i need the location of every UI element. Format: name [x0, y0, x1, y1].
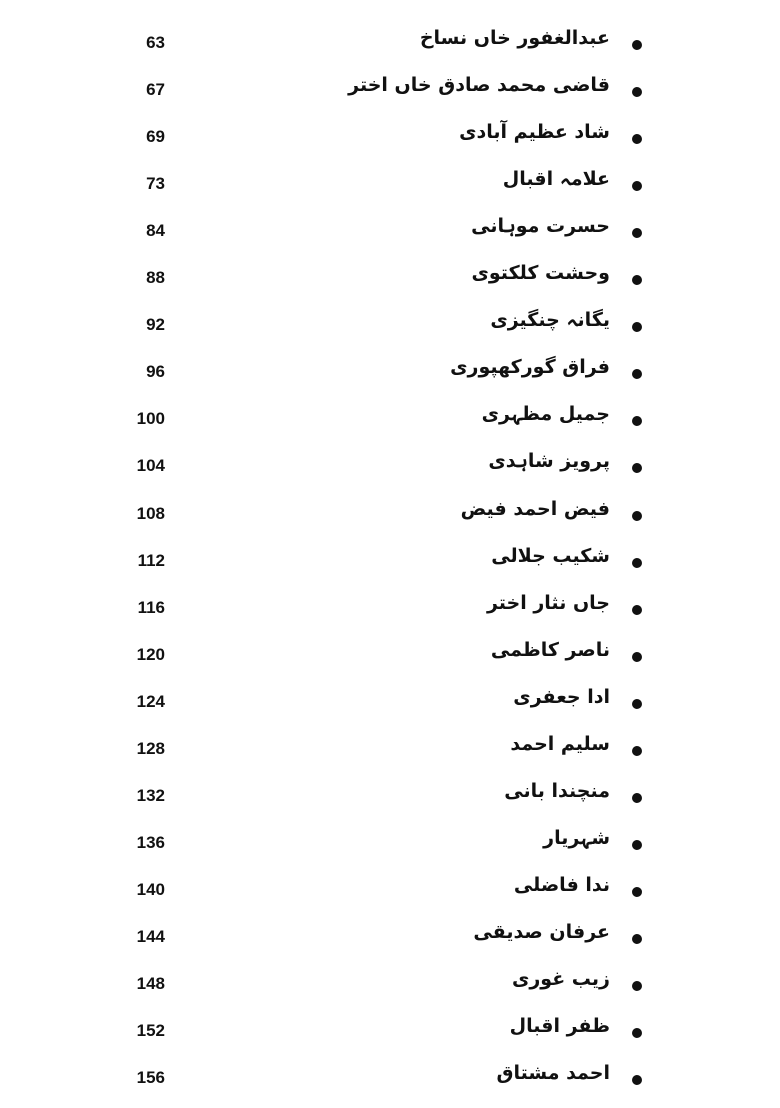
page-number: 96: [146, 362, 165, 382]
poet-name: ادا جعفری: [513, 685, 610, 708]
poet-name: عبدالغفور خاں نساخ: [419, 27, 610, 49]
page-number: 120: [136, 644, 165, 664]
page-number: 73: [146, 174, 165, 194]
poet-name: زیب غوری: [511, 968, 610, 990]
toc-entry: [0, 307, 780, 347]
toc-entry: [0, 778, 780, 818]
page-number: 156: [136, 1068, 165, 1088]
toc-entry: [0, 684, 780, 724]
page-number: 116: [137, 597, 165, 617]
toc-entry: [0, 354, 780, 394]
poet-name: ظفر اقبال: [509, 1015, 610, 1038]
bullet-icon: [632, 275, 642, 285]
toc-entry: [0, 966, 780, 1006]
page-number: 124: [136, 691, 165, 711]
poet-name: ناصر کاظمی: [490, 638, 610, 661]
toc-entry: [0, 401, 780, 441]
poet-name: علامہ اقبال: [502, 168, 610, 191]
page-number: 152: [136, 1021, 165, 1041]
bullet-icon: [632, 40, 642, 50]
poet-name: ندا فاضلی: [513, 873, 610, 896]
poet-name: شکیب جلالی: [491, 544, 610, 567]
bullet-icon: [632, 934, 642, 944]
poet-name: شاد عظیم آبادی: [459, 121, 610, 144]
page-number: 148: [136, 974, 165, 993]
poet-name: سلیم احمد: [510, 732, 610, 755]
page-number: 69: [146, 127, 165, 147]
toc-entry: [0, 1013, 780, 1053]
toc-entry: [0, 731, 780, 771]
poet-name: عرفان صدیقی: [473, 920, 610, 943]
bullet-icon: [632, 1028, 642, 1038]
poet-name: حسرت موہانی: [471, 215, 610, 238]
poet-name: جاں نثار اختر: [486, 591, 610, 614]
poet-name: وحشت کلکتوی: [471, 262, 610, 285]
bullet-icon: [632, 746, 642, 756]
toc-entry: [0, 72, 780, 112]
page-number: 104: [136, 456, 165, 476]
toc-entry: [0, 637, 780, 677]
page-number: 92: [146, 315, 165, 335]
page-number: 63: [146, 33, 165, 52]
bullet-icon: [632, 558, 642, 568]
toc-entry: [0, 919, 780, 959]
bullet-icon: [632, 416, 642, 426]
page-number: 67: [146, 80, 165, 100]
bullet-icon: [632, 463, 642, 473]
toc-entry: [0, 260, 780, 300]
poet-name: فراق گورکھپوری: [450, 356, 610, 379]
page-number: 140: [136, 879, 165, 899]
poet-name: پرویز شاہدی: [488, 450, 610, 473]
bullet-icon: [632, 228, 642, 238]
bullet-icon: [632, 981, 642, 991]
toc-entry: [0, 166, 780, 206]
toc-entry: [0, 590, 780, 630]
page-number: 100: [136, 409, 165, 429]
bullet-icon: [632, 134, 642, 144]
bullet-icon: [632, 652, 642, 662]
bullet-icon: [632, 840, 642, 850]
toc-entry: [0, 543, 780, 583]
bullet-icon: [632, 887, 642, 897]
bullet-icon: [632, 87, 642, 97]
bullet-icon: [632, 369, 642, 379]
toc-entry: [0, 25, 780, 65]
bullet-icon: [632, 322, 642, 332]
poet-name: منچندا بانی: [504, 779, 610, 802]
toc-entry: [0, 872, 780, 912]
page-number: 144: [136, 926, 165, 946]
poet-name: جمیل مظہری: [481, 403, 610, 426]
poet-name: یگانہ چنگیزی: [490, 309, 610, 332]
poet-name: شہریار: [543, 826, 610, 849]
bullet-icon: [632, 699, 642, 709]
page-number: 108: [136, 503, 165, 523]
bullet-icon: [632, 181, 642, 191]
toc-entry: [0, 119, 780, 159]
page-number: 88: [146, 268, 165, 288]
page-number: 132: [136, 785, 165, 805]
bullet-icon: [632, 1075, 642, 1085]
page-number: 112: [137, 550, 165, 570]
poet-name: احمد مشتاق: [496, 1062, 610, 1085]
bullet-icon: [632, 793, 642, 803]
toc-entry: [0, 1060, 780, 1100]
toc-entry: [0, 825, 780, 865]
bullet-icon: [632, 605, 642, 615]
toc-entry: [0, 448, 780, 488]
bullet-icon: [632, 511, 642, 521]
page-number: 84: [146, 221, 165, 241]
poet-name: فیض احمد فیض: [460, 497, 610, 520]
toc-entry: [0, 213, 780, 253]
page-number: 128: [136, 738, 165, 758]
toc-entry: [0, 496, 780, 536]
poet-name: قاضی محمد صادق خاں اختر: [348, 74, 610, 97]
page-number: 136: [136, 832, 165, 852]
